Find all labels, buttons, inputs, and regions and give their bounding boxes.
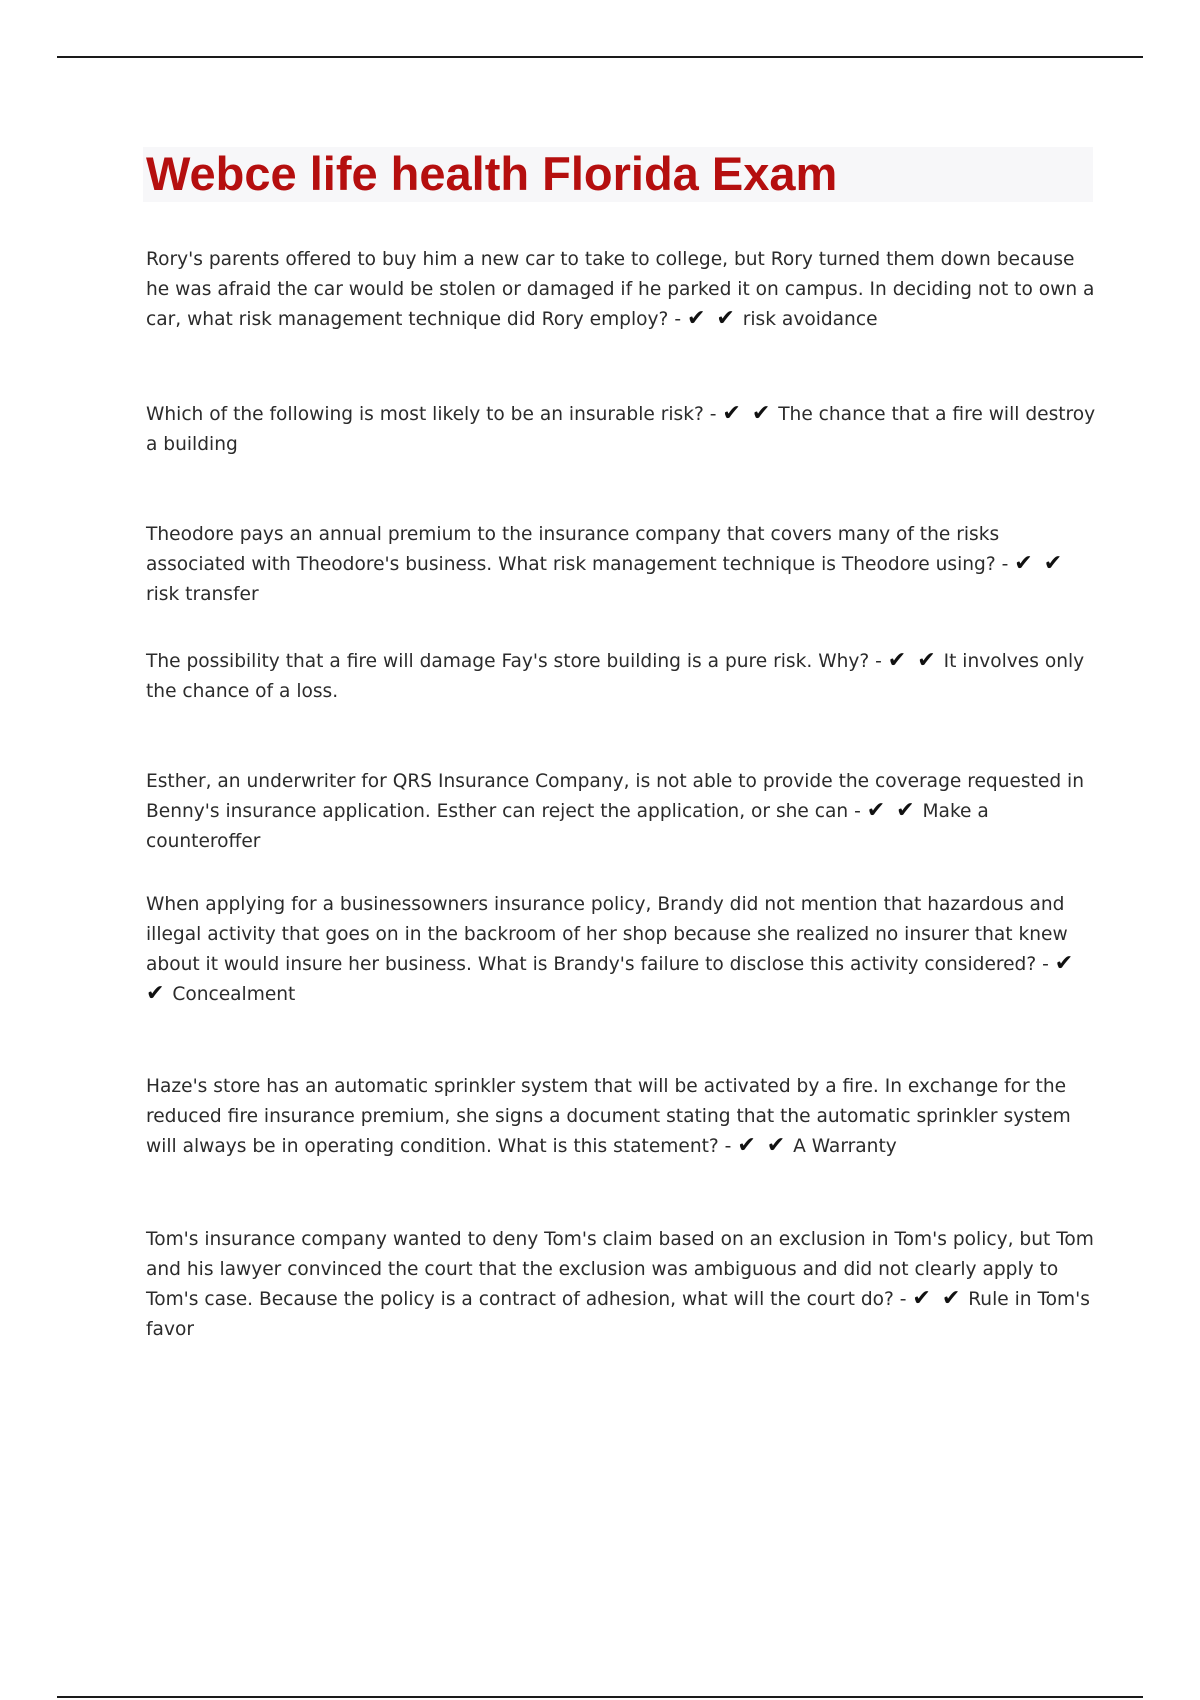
question-text: The possibility that a fire will damage Fay's store building is a pure risk. Why? - (146, 651, 882, 672)
question-text: Rory's parents offered to buy him a new car to take to college, but Rory turned them down because he was afraid the car would be stolen or damaged if he parked it on campus. In deciding not to own a car, what risk management technique did Rory employ? - (146, 249, 1095, 330)
qa-item (146, 1225, 1096, 1345)
checkmark-icon: ✔ ✔ (887, 648, 938, 673)
answer-text: A Warranty (793, 1136, 897, 1157)
answer-text: Rule in Tom's favor (146, 1289, 1090, 1340)
document-title: Webce life health Florida Exam (146, 147, 838, 200)
bottom-divider (57, 1696, 1143, 1698)
answer-text: risk transfer (146, 584, 259, 605)
qa-item (146, 245, 1096, 335)
question-text: Theodore pays an annual premium to the insurance company that covers many of the risks associated with Theodore's business. What risk management technique is Theodore using? - (146, 524, 1009, 575)
checkmark-icon: ✔ ✔ (737, 1133, 788, 1158)
answer-text: risk avoidance (742, 309, 878, 330)
qa-item (146, 890, 1096, 1010)
checkmark-icon: ✔ ✔ (722, 401, 773, 426)
top-divider (57, 56, 1143, 58)
question-text: When applying for a businessowners insurance policy, Brandy did not mention that hazardous and illegal activity that goes on in the backroom of her shop because she realized no insurer that knew about it would insure her business. What is Brandy's failure to disclose this activity considered? - (146, 894, 1068, 975)
checkmark-icon: ✔ ✔ (866, 798, 917, 823)
answer-text: Make a counteroffer (146, 801, 989, 852)
qa-item (146, 400, 1096, 460)
checkmark-icon: ✔ ✔ (686, 306, 737, 331)
answer-text: The chance that a fire will destroy a building (146, 404, 1096, 455)
answer-text: Concealment (172, 984, 296, 1005)
checkmark-icon: ✔ ✔ (146, 951, 1076, 1006)
question-text: Esther, an underwriter for QRS Insurance Company, is not able to provide the coverage requested in Benny's insurance application. Esther can reject the application, or she can - (146, 771, 1085, 822)
question-text: Tom's insurance company wanted to deny Tom's claim based on an exclusion in Tom's policy, but Tom and his lawyer convinced the court that the exclusion was ambiguous and did not clearly apply to Tom's case. Because the policy is a contract of adhesion, what will the court do? - (146, 1229, 1094, 1310)
qa-item (146, 1072, 1096, 1162)
answer-text: It involves only the chance of a loss. (146, 651, 1085, 702)
qa-item (146, 520, 1096, 610)
qa-item (146, 767, 1096, 857)
question-text: Which of the following is most likely to be an insurable risk? - (146, 404, 717, 425)
checkmark-icon: ✔ ✔ (912, 1286, 963, 1311)
question-text: Haze's store has an automatic sprinkler system that will be activated by a fire. In exchange for the reduced fire insurance premium, she signs a document stating that the automatic sprinkler system will always be in operating condition. What is this statement? - (146, 1076, 1071, 1157)
checkmark-icon: ✔ ✔ (1014, 551, 1065, 576)
qa-item (146, 647, 1096, 707)
